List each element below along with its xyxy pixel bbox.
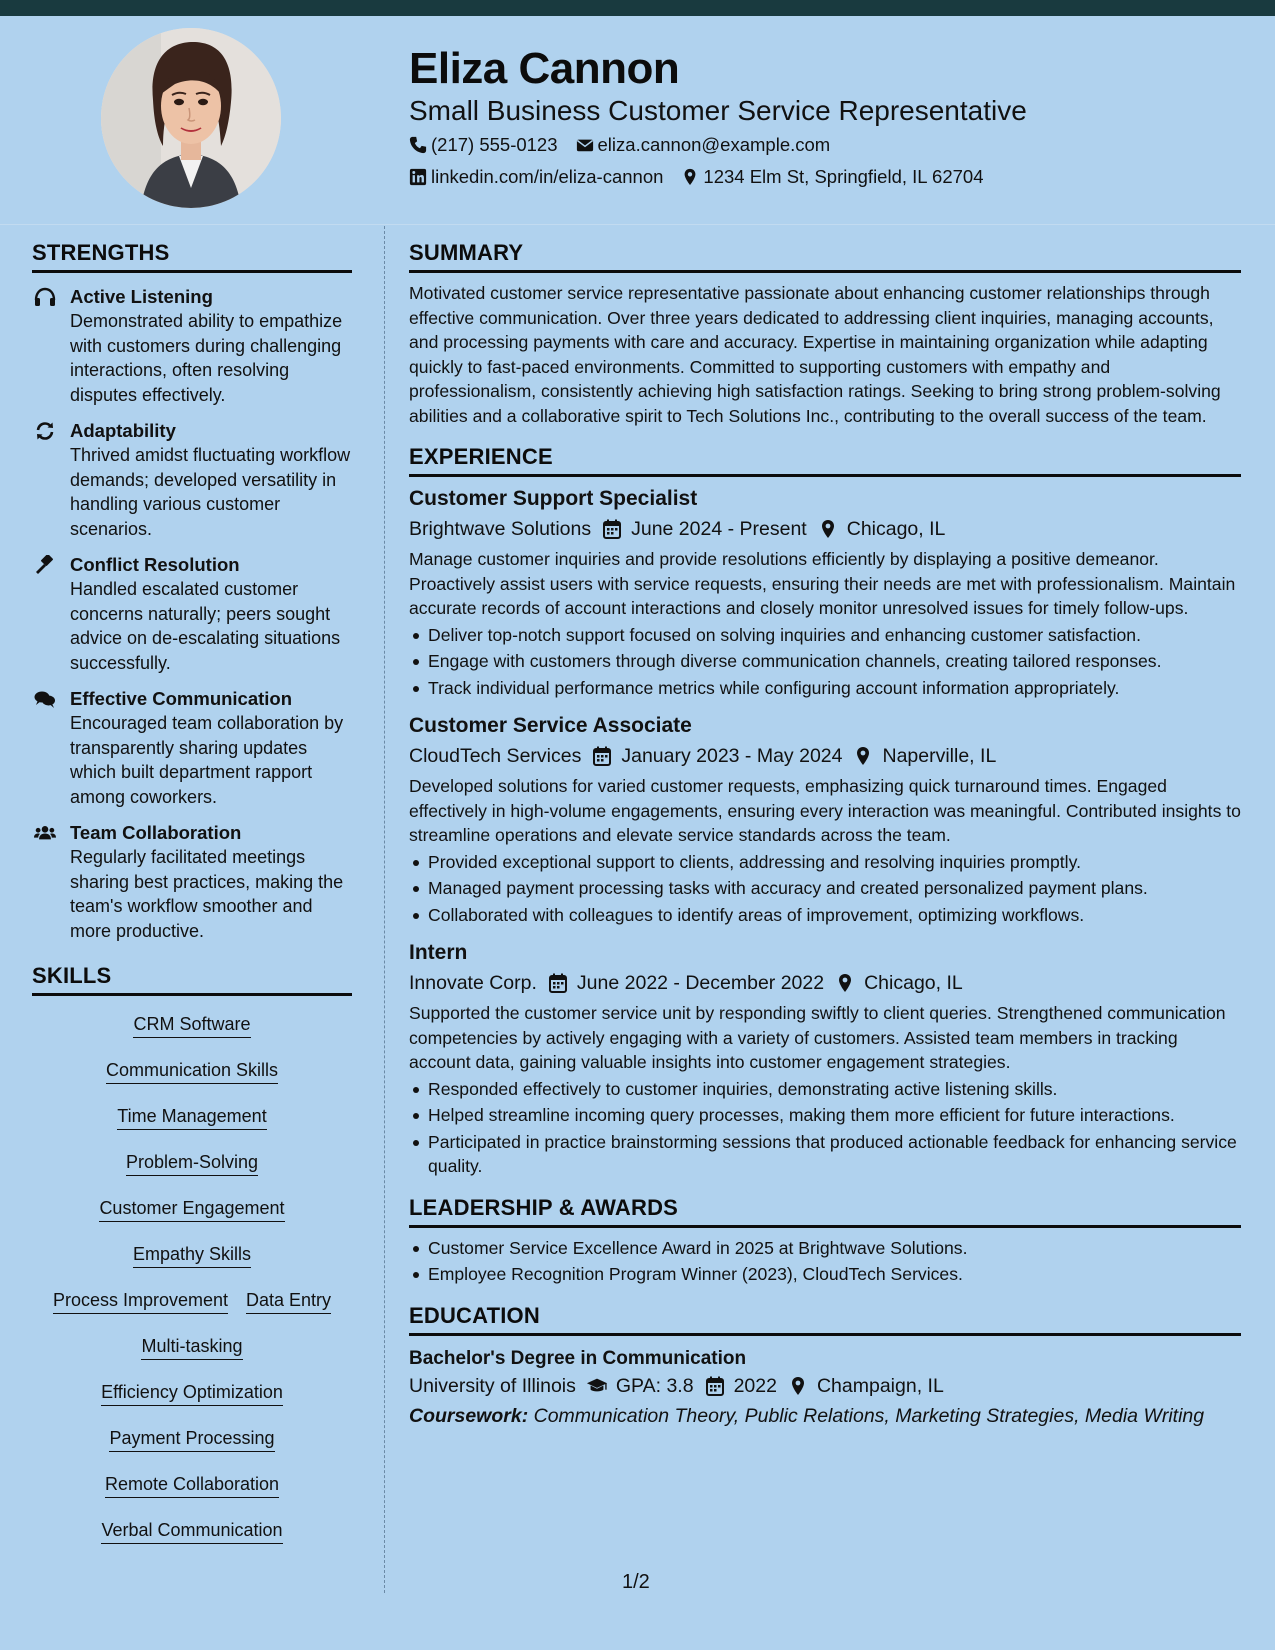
job-description: Supported the customer service unit by responding swiftly to client queries. Strengthened communication competencies by actively engaging with a variety of customers. Assisted team members in tracking account data, gaining valuable insights into customer engagement strategies. <box>409 1003 1226 1072</box>
calendar-icon <box>603 519 621 539</box>
strength-title: Adaptability <box>70 420 176 441</box>
sync-icon <box>34 421 56 441</box>
job-title: Customer Support Specialist <box>409 487 698 510</box>
job-meta <box>409 515 1241 543</box>
phone-icon <box>409 136 427 154</box>
job-bullets <box>409 623 1241 701</box>
users-icon <box>34 823 56 843</box>
job-title: Intern <box>409 941 468 964</box>
strength-title: Active Listening <box>70 286 213 307</box>
graduation-year <box>704 1372 777 1400</box>
phone-contact[interactable] <box>409 134 558 156</box>
experience-heading: EXPERIENCE <box>409 444 1241 477</box>
left-column <box>32 240 352 1564</box>
column-divider <box>384 226 385 1593</box>
summary-text: Motivated customer service representative passionate about enhancing customer relationships through effective communication. Over three years dedicated to addressing client inquiries, managing accounts, and processing payments with care and accuracy. Expertise in maintaining organization while adapting quickly to fast-paced environments. Committed to supporting customers with empathy and professionalism, consistently achieving high satisfaction ratings. Seeking to bring strong problem-solving abilities and a collaborative spirit to Tech Solutions Inc., contributing to the overall success of the team. <box>409 283 1221 426</box>
map-marker-icon <box>854 746 872 766</box>
gpa-text: GPA: 3.8 <box>615 1374 694 1397</box>
top-accent-bar <box>0 0 1275 16</box>
skill-tag: Data Entry <box>246 1288 331 1314</box>
envelope-icon <box>576 136 594 154</box>
strength-item <box>32 821 352 943</box>
skill-tag: CRM Software <box>133 1012 250 1038</box>
strength-desc: Demonstrated ability to empathize with customers during challenging interactions, often resolving disputes effectively. <box>70 311 343 405</box>
skill-tag: Process Improvement <box>53 1288 228 1314</box>
strength-item <box>32 553 352 675</box>
email-contact[interactable] <box>576 134 831 156</box>
job-entry <box>409 485 1241 700</box>
strengths-heading: STRENGTHS <box>32 240 352 273</box>
job-dates-text: June 2022 - December 2022 <box>576 972 825 994</box>
strength-item <box>32 687 352 809</box>
job-location-text: Naperville, IL <box>882 745 997 767</box>
job-dates-text: January 2023 - May 2024 <box>621 745 843 767</box>
job-description: Developed solutions for varied customer requests, emphasizing quick turnaround times. Engaged effectively in high-volume engagements, ensuring every interaction was meaningful. Contributed insights to streamline operations and elevate service standards across the team. <box>409 776 1241 845</box>
job-bullet: Provided exceptional support to clients, addressing and resolving inquiries promptly. <box>409 850 1241 875</box>
strength-desc: Encouraged team collaboration by transparently sharing updates which built department rapport among coworkers. <box>70 713 344 807</box>
map-marker-icon <box>787 1376 809 1396</box>
job-bullet: Deliver top-notch support focused on solving inquiries and enhancing customer satisfaction. <box>409 623 1241 648</box>
awards-heading: LEADERSHIP & AWARDS <box>409 1195 1241 1228</box>
company-name: Innovate Corp. <box>409 972 537 994</box>
map-marker-icon <box>836 973 854 993</box>
job-bullet: Track individual performance metrics while configuring account information appropriately. <box>409 676 1241 701</box>
contact-row-1 <box>409 134 848 156</box>
gpa <box>586 1372 694 1400</box>
header-divider <box>0 224 1275 225</box>
skill-tag: Remote Collaboration <box>105 1472 279 1498</box>
education-heading: EDUCATION <box>409 1303 1241 1336</box>
strength-desc: Thrived amidst fluctuating workflow demands; developed versatility in handling various customer scenarios. <box>70 445 351 539</box>
comments-icon <box>34 689 56 709</box>
graduation-year-text: 2022 <box>733 1374 777 1397</box>
job-location-text: Chicago, IL <box>846 518 946 540</box>
degree-title: Bachelor's Degree in Communication <box>409 1347 747 1369</box>
strength-title: Conflict Resolution <box>70 554 240 575</box>
graduation-cap-icon <box>586 1376 608 1396</box>
skill-tag: Communication Skills <box>106 1058 278 1084</box>
job-meta <box>409 742 1241 770</box>
page-number: 1/2 <box>622 1571 650 1593</box>
contact-row-2 <box>409 166 1001 188</box>
strength-title: Effective Communication <box>70 688 293 709</box>
skill-tag: Empathy Skills <box>133 1242 251 1268</box>
job-dates <box>593 742 842 770</box>
strength-desc: Handled escalated customer concerns naturally; peers sought advice on de-escalating situations successfully. <box>70 579 341 673</box>
job-location <box>836 969 963 997</box>
job-location <box>854 742 996 770</box>
coursework-label: Coursework: <box>409 1404 529 1427</box>
profile-photo-illustration <box>101 28 281 208</box>
gavel-icon <box>34 555 56 575</box>
skill-tag: Payment Processing <box>109 1426 274 1452</box>
coursework <box>409 1402 1241 1430</box>
skill-tag: Verbal Communication <box>101 1518 282 1544</box>
address-contact <box>681 166 983 188</box>
job-bullet: Engage with customers through diverse communication channels, creating tailored responses. <box>409 649 1241 674</box>
profile-photo <box>101 28 281 208</box>
job-bullets <box>409 850 1241 928</box>
skill-tag: Efficiency Optimization <box>101 1380 283 1406</box>
skills-heading: SKILLS <box>32 963 352 996</box>
education-meta <box>409 1372 1241 1400</box>
calendar-icon <box>593 746 611 766</box>
awards-list <box>409 1236 1241 1287</box>
job-dates-text: June 2024 - Present <box>631 518 807 540</box>
job-dates <box>549 969 824 997</box>
skill-tag: Customer Engagement <box>99 1196 284 1222</box>
job-title: Customer Service Associate <box>409 714 692 737</box>
phone-text: (217) 555-0123 <box>431 134 558 155</box>
job-bullet: Managed payment processing tasks with accuracy and created personalized payment plans. <box>409 876 1241 901</box>
job-entry <box>409 939 1241 1179</box>
job-dates <box>603 515 807 543</box>
job-meta <box>409 969 1241 997</box>
job-location <box>819 515 946 543</box>
skills-list <box>32 1012 352 1564</box>
candidate-name: Eliza Cannon <box>409 44 680 93</box>
company-name: Brightwave Solutions <box>409 518 592 540</box>
job-bullet: Responded effectively to customer inquiries, demonstrating active listening skills. <box>409 1077 1241 1102</box>
company-name: CloudTech Services <box>409 745 582 767</box>
address-text: 1234 Elm St, Springfield, IL 62704 <box>703 166 984 187</box>
job-bullet: Helped streamline incoming query processes, making them more efficient for future interactions. <box>409 1103 1241 1128</box>
strength-item <box>32 285 352 407</box>
map-marker-icon <box>681 168 699 186</box>
award-item: Employee Recognition Program Winner (2023), CloudTech Services. <box>409 1262 1241 1287</box>
job-description: Manage customer inquiries and provide resolutions efficiently by displaying a positive demeanor. Proactively assist users with service requests, ensuring their needs are met with professionalism. Maintain accurate records of account interactions and closely monitor unresolved issues for timely follow-ups. <box>409 549 1236 618</box>
strength-item <box>32 419 352 541</box>
skill-tag: Time Management <box>117 1104 266 1130</box>
linkedin-icon <box>409 168 427 186</box>
job-entry <box>409 712 1241 927</box>
school-location <box>787 1372 944 1400</box>
school-location-text: Champaign, IL <box>816 1374 944 1397</box>
job-bullet: Collaborated with colleagues to identify areas of improvement, optimizing workflows. <box>409 903 1241 928</box>
linkedin-contact[interactable] <box>409 166 663 188</box>
map-marker-icon <box>819 519 837 539</box>
candidate-role: Small Business Customer Service Representative <box>409 95 1027 126</box>
calendar-icon <box>549 973 567 993</box>
email-text: eliza.cannon@example.com <box>597 134 831 155</box>
strength-desc: Regularly facilitated meetings sharing best practices, making the team's workflow smoother and more productive. <box>70 847 344 941</box>
skill-tag: Multi-tasking <box>141 1334 242 1360</box>
job-bullets <box>409 1077 1241 1179</box>
school-name: University of Illinois <box>409 1374 576 1397</box>
right-column <box>409 240 1241 1430</box>
coursework-text: Communication Theory, Public Relations, Marketing Strategies, Media Writing <box>533 1404 1205 1427</box>
strength-title: Team Collaboration <box>70 822 242 843</box>
linkedin-text: linkedin.com/in/eliza-cannon <box>431 166 664 187</box>
award-item: Customer Service Excellence Award in 2025 at Brightwave Solutions. <box>409 1236 1241 1261</box>
job-location-text: Chicago, IL <box>864 972 963 994</box>
job-bullet: Participated in practice brainstorming sessions that produced actionable feedback for enhancing service quality. <box>409 1130 1241 1179</box>
summary-heading: SUMMARY <box>409 240 1241 273</box>
calendar-icon <box>704 1376 726 1396</box>
headphones-icon <box>34 287 56 307</box>
skill-tag: Problem-Solving <box>126 1150 258 1176</box>
